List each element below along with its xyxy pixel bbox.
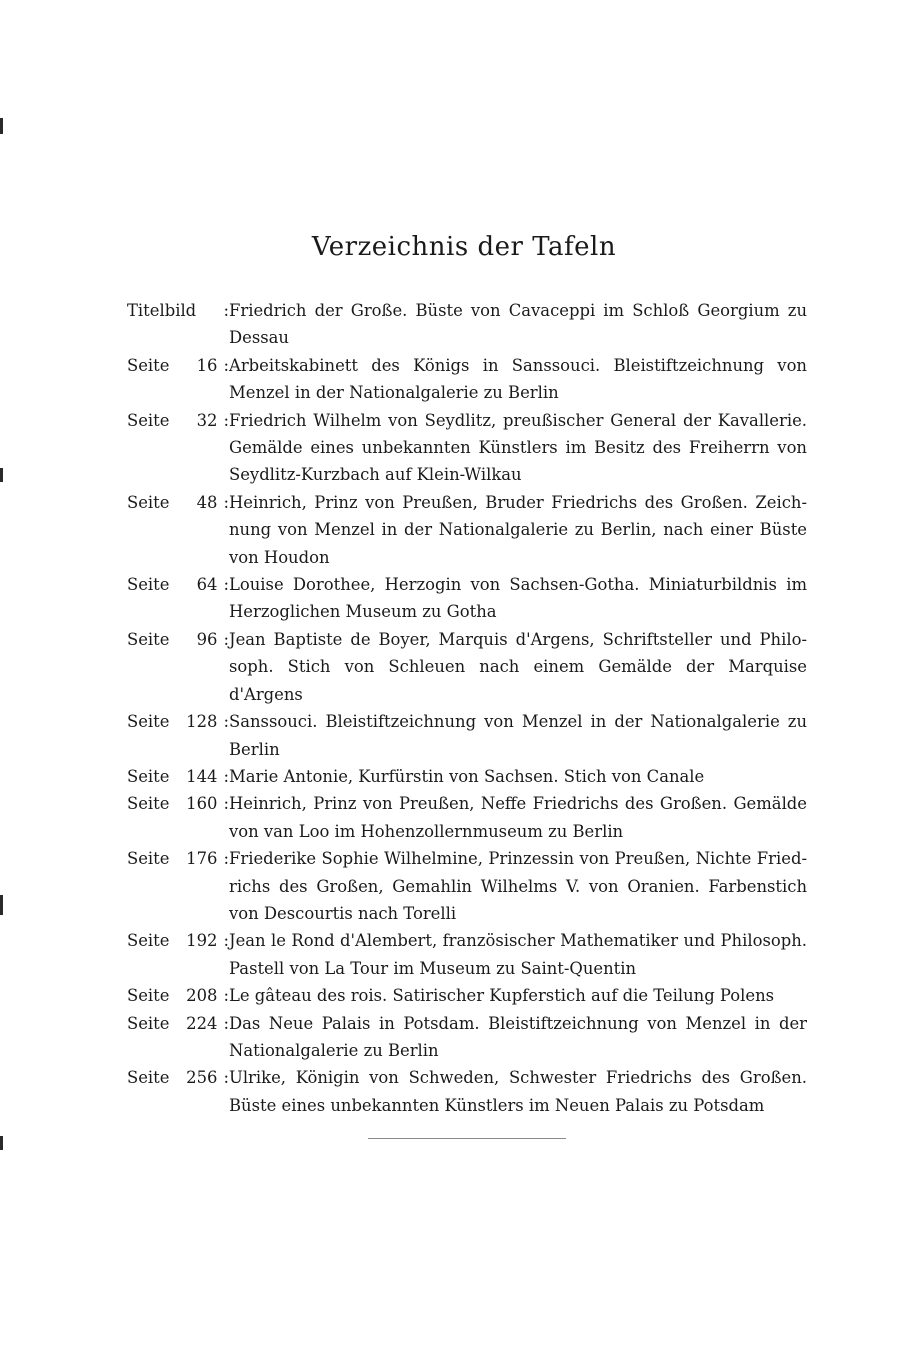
entry-description: Arbeitskabinett des Königs in Sanssouci. Bleistiftzeichnung von Menzel in der Nationalgalerie zu Berlin <box>229 355 807 403</box>
entry-page-number: 128 <box>186 712 218 732</box>
entry-label <box>127 1064 229 1091</box>
entry-page-number: 48 <box>196 492 218 512</box>
entry-description: Sanssouci. Bleistiftzeichnung von Menzel in der Nationalgalerie zu Berlin <box>229 712 807 759</box>
entry-description: Ulrike, Königin von Schweden, Schwester Friedrichs des Großen. Büste eines unbekannten Künstlers im Neuen Palais zu Potsdam <box>229 1068 807 1115</box>
entry-colon: : <box>223 986 229 1006</box>
binding-mark <box>0 118 3 134</box>
plate-list <box>127 297 807 1119</box>
entry-description: Jean Baptiste de Boyer, Marquis d'Argens, Schriftsteller und Philosoph. Stich von Schleuen nach einem Gemälde der Marquise d'Argens <box>229 629 807 704</box>
entry-page-number: 192 <box>186 931 218 951</box>
closing-rule <box>368 1138 566 1139</box>
entry-colon: : <box>223 410 229 430</box>
entry-page-number: 208 <box>186 986 218 1006</box>
entry-label-word: Seite <box>127 794 170 814</box>
page-title: Verzeichnis der Tafeln <box>311 232 617 262</box>
plate-entry <box>127 407 807 489</box>
plate-entry <box>127 982 807 1009</box>
entry-label-word: Seite <box>127 712 170 732</box>
entry-colon: : <box>223 712 229 732</box>
entry-description: Das Neue Palais in Potsdam. Bleistiftzeichnung von Menzel in der Nationalgalerie zu Berlin <box>229 1013 807 1060</box>
entry-label-word: Seite <box>127 849 170 869</box>
entry-page-number: 16 <box>196 355 218 375</box>
entry-colon: : <box>223 575 229 595</box>
binding-mark <box>0 1136 3 1150</box>
entry-description: Friederike Sophie Wilhelmine, Prinzessin von Preußen, Nichte Friedrichs des Großen, Gemahlin Wilhelms V. von Oranien. Farbenstich von Descourtis nach Torelli <box>229 849 807 923</box>
entry-label-word: Seite <box>127 410 170 430</box>
entry-label-word: Seite <box>127 931 170 951</box>
entry-colon: : <box>223 931 229 951</box>
entry-label-word: Seite <box>127 766 170 786</box>
plate-entry <box>127 489 807 571</box>
entry-label <box>127 763 229 790</box>
entry-page-number: 160 <box>186 794 218 814</box>
plate-entry <box>127 790 807 845</box>
entry-page-number: 176 <box>186 849 218 869</box>
entry-page-number: 144 <box>186 766 218 786</box>
entry-label-word: Seite <box>127 575 170 595</box>
entry-description: Friedrich Wilhelm von Seydlitz, preußischer General der Kavallerie. Gemälde eines unbekannten Künstlers im Besitz des Freiherrn von Seydlitz-Kurzbach auf Klein-Wilkau <box>229 410 807 485</box>
entry-label <box>127 407 229 434</box>
plate-entry <box>127 352 807 407</box>
entry-label <box>127 297 229 324</box>
entry-colon: : <box>223 492 229 512</box>
entry-page-number: 96 <box>196 629 218 649</box>
entry-colon: : <box>223 766 229 786</box>
entry-label-word: Seite <box>127 1068 170 1088</box>
entry-label <box>127 352 229 379</box>
entry-label-word: Seite <box>127 629 170 649</box>
entry-description: Louise Dorothee, Herzogin von Sachsen-Gotha. Miniaturbildnis im Herzoglichen Museum zu Gotha <box>229 575 807 622</box>
entry-label <box>127 626 229 653</box>
entry-label-word: Seite <box>127 986 170 1006</box>
plate-entry <box>127 845 807 927</box>
plate-entry <box>127 927 807 982</box>
entry-page-number <box>196 297 223 324</box>
plate-entry <box>127 626 807 708</box>
entry-label <box>127 708 229 735</box>
entry-label <box>127 982 229 1009</box>
entry-description: Heinrich, Prinz von Preußen, Neffe Friedrichs des Großen. Gemälde von van Loo im Hohenzollernmuseum zu Berlin <box>229 794 807 841</box>
entry-colon: : <box>223 1013 229 1033</box>
entry-label-word: Seite <box>127 492 170 512</box>
entry-colon: : <box>223 301 229 320</box>
entry-label <box>127 571 229 598</box>
entry-colon: : <box>223 1068 229 1088</box>
plate-entry <box>127 708 807 763</box>
entry-colon: : <box>223 794 229 814</box>
entry-page-number: 224 <box>186 1013 218 1033</box>
entry-page-number: 256 <box>186 1068 218 1088</box>
entry-label <box>127 790 229 817</box>
plate-entry <box>127 297 807 352</box>
entry-label <box>127 1010 229 1037</box>
entry-description: Jean le Rond d'Alembert, französischer Mathematiker und Philosoph. Pastell von La Tour im Museum zu Saint-Quentin <box>229 931 807 978</box>
entry-description: Heinrich, Prinz von Preußen, Bruder Friedrichs des Großen. Zeichnung von Menzel in der Nationalgalerie zu Berlin, nach einer Büste von Houdon <box>229 492 807 567</box>
entry-page-number: 64 <box>196 575 218 595</box>
entry-label <box>127 489 229 516</box>
entry-colon: : <box>223 355 229 375</box>
entry-label <box>127 927 229 954</box>
binding-mark <box>0 468 3 482</box>
plate-entry <box>127 763 807 790</box>
entry-label-word: Seite <box>127 355 170 375</box>
entry-description: Friedrich der Große. Büste von Cavaceppi im Schloß Georgium zu Dessau <box>229 301 807 348</box>
entry-page-number: 32 <box>196 410 218 430</box>
entry-description: Marie Antonie, Kurfürstin von Sachsen. Stich von Canale <box>229 766 705 786</box>
entry-description: Le gâteau des rois. Satirischer Kupferstich auf die Teilung Polens <box>229 986 775 1006</box>
plate-entry <box>127 571 807 626</box>
entry-colon: : <box>223 849 229 869</box>
entry-label-word: Titelbild <box>127 301 197 320</box>
entry-label-word: Seite <box>127 1013 170 1033</box>
entry-colon: : <box>223 629 229 649</box>
entry-label <box>127 845 229 872</box>
plate-entry <box>127 1010 807 1065</box>
plate-entry <box>127 1064 807 1119</box>
binding-mark <box>0 895 3 915</box>
